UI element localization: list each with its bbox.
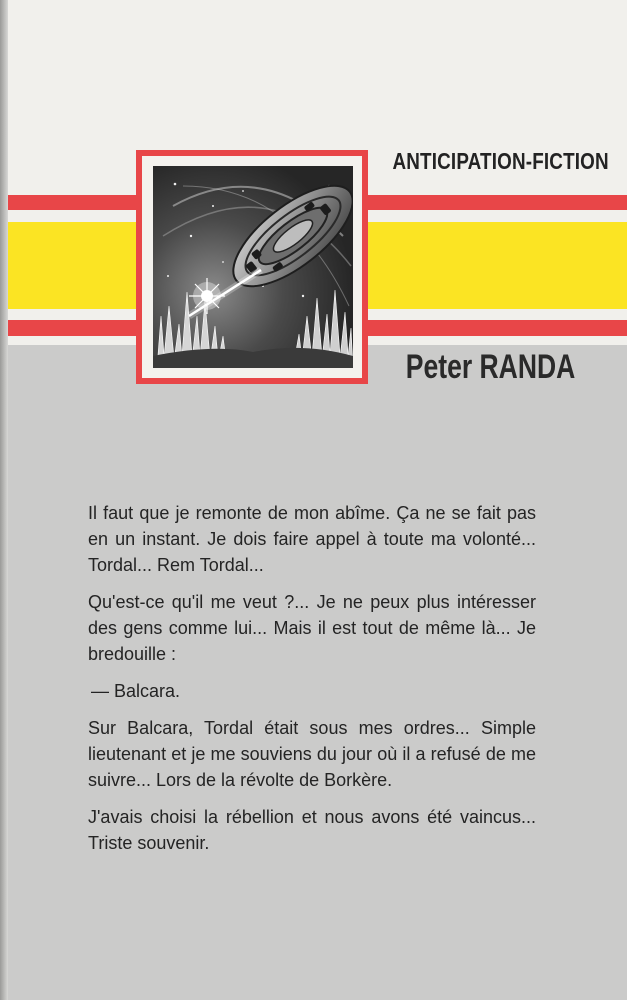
illustration-mat [142,156,362,378]
blurb-paragraph: — Balcara. [91,681,181,701]
blurb-paragraph: Il faut que je remonte de mon abîme. Ça ne se fait pas en un instant. Je dois faire appel à toute ma volonté... Tordal... Rem Tordal... [88,503,536,575]
blurb-paragraph: J'avais choisi la rébellion et nous avons été vaincus... Triste souvenir. [88,807,536,853]
author-first-name: Peter [405,348,472,386]
blurb-paragraph: Sur Balcara, Tordal était sous mes ordres... Simple lieutenant et je me souviens du jour où il a refusé de me suivre... Lors de la révolte de Borkère. [88,718,536,790]
author-name [406,348,575,387]
author-last-name: RANDA [479,348,575,386]
spaceship-over-crystal-city-illustration [153,166,353,368]
spine-edge [0,0,8,1000]
illustration-frame [136,150,368,384]
blurb-text [88,500,536,867]
series-title: ANTICIPATION-FICTION [392,148,609,174]
blurb-paragraph: Qu'est-ce qu'il me veut ?... Je ne peux plus intéresser des gens comme lui... Mais il est tout de même là... Je bredouille : [88,592,536,664]
